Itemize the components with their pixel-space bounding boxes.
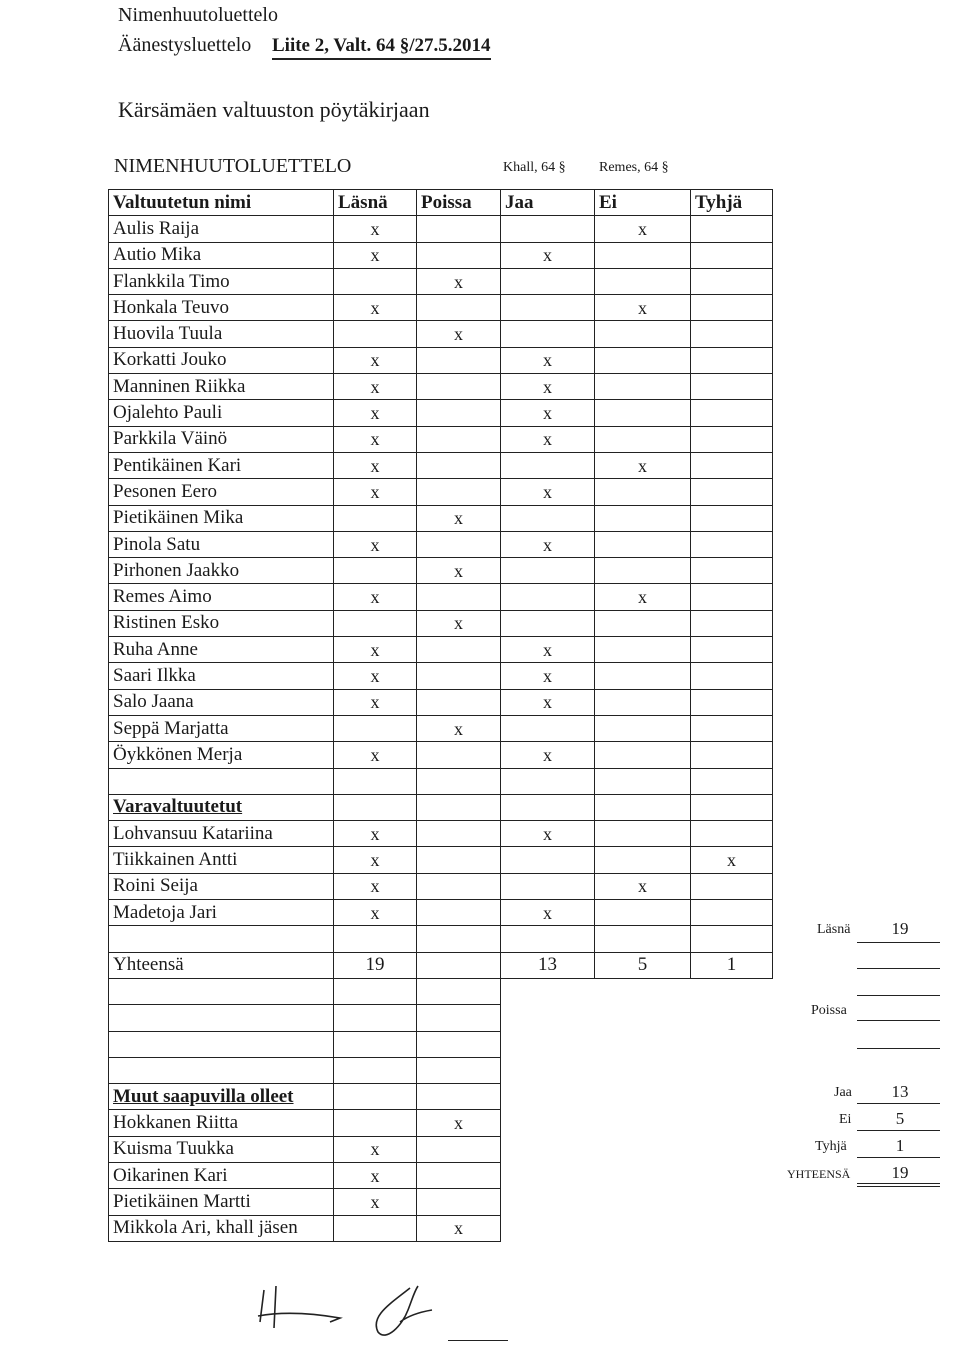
- mark-poissa: x: [417, 715, 501, 741]
- empty-cell: [501, 926, 595, 952]
- member-name: Manninen Riikka: [109, 374, 334, 400]
- mark-jaa: x: [501, 426, 595, 452]
- mark-poissa: x: [417, 321, 501, 347]
- table-header-row: [109, 190, 773, 216]
- mark-jaa: [501, 268, 595, 294]
- mark-jaa: [501, 584, 595, 610]
- column-header: Tyhjä: [691, 190, 773, 216]
- mark-jaa: x: [501, 374, 595, 400]
- mark-lasna: x: [334, 426, 417, 452]
- table-row: [109, 400, 773, 426]
- section-row: [109, 794, 773, 820]
- empty-cell: [595, 794, 691, 820]
- mark-jaa: [501, 715, 595, 741]
- table-row: [109, 479, 773, 505]
- spacer-row: [109, 926, 773, 952]
- mark-poissa: [417, 900, 501, 926]
- empty-cell: [417, 794, 501, 820]
- table-row: [109, 742, 773, 768]
- member-name: Flankkila Timo: [109, 268, 334, 294]
- mark-lasna: [334, 1110, 417, 1136]
- mark-lasna: [334, 1215, 417, 1241]
- mark-jaa: [501, 452, 595, 478]
- summary-line: [857, 1020, 940, 1021]
- mark-lasna: x: [334, 242, 417, 268]
- mark-ei: x: [595, 295, 691, 321]
- mark-poissa: [417, 821, 501, 847]
- totals-row: [109, 952, 773, 978]
- page-title: Kärsämäen valtuuston pöytäkirjaan: [118, 97, 430, 122]
- table-row: [109, 1215, 773, 1241]
- attendee-name: Hokkanen Riitta: [109, 1110, 334, 1136]
- empty-cell: [334, 794, 417, 820]
- table-row: [109, 268, 773, 294]
- mark-ei: [595, 374, 691, 400]
- table-row: [109, 347, 773, 373]
- mark-tyhja: [691, 347, 773, 373]
- mark-ei: x: [595, 584, 691, 610]
- attendee-name: Pietikäinen Martti: [109, 1189, 334, 1215]
- summary-present-label: Läsnä: [817, 922, 851, 937]
- mark-tyhja: [691, 268, 773, 294]
- summary-yes-label: Jaa: [834, 1085, 852, 1100]
- empty-cell: [417, 1084, 501, 1110]
- empty-cell: [417, 1005, 501, 1031]
- mark-ei: x: [595, 873, 691, 899]
- mark-lasna: x: [334, 347, 417, 373]
- member-name: Korkatti Jouko: [109, 347, 334, 373]
- mark-lasna: x: [334, 637, 417, 663]
- table-row: [109, 663, 773, 689]
- mark-ei: [595, 242, 691, 268]
- mark-tyhja: [691, 452, 773, 478]
- mark-jaa: x: [501, 637, 595, 663]
- summary-line: [857, 1186, 940, 1187]
- member-name: Seppä Marjatta: [109, 715, 334, 741]
- empty-cell: [691, 768, 773, 794]
- mark-ei: [595, 321, 691, 347]
- spacer-row: [109, 978, 773, 1004]
- mark-ei: [595, 821, 691, 847]
- empty-cell: [691, 926, 773, 952]
- mark-jaa: x: [501, 400, 595, 426]
- member-name: Ristinen Esko: [109, 610, 334, 636]
- mark-tyhja: [691, 321, 773, 347]
- mark-jaa: [501, 505, 595, 531]
- mark-tyhja: [691, 505, 773, 531]
- mark-poissa: [417, 873, 501, 899]
- member-name: Öykkönen Merja: [109, 742, 334, 768]
- mark-lasna: x: [334, 1136, 417, 1162]
- member-name: Pirhonen Jaakko: [109, 558, 334, 584]
- table-row: [109, 900, 773, 926]
- mark-jaa: x: [501, 689, 595, 715]
- empty-cell: [691, 794, 773, 820]
- summary-line: [857, 1183, 940, 1184]
- mark-poissa: x: [417, 268, 501, 294]
- empty-cell: [334, 1031, 417, 1057]
- deputy-name: Madetoja Jari: [109, 900, 334, 926]
- mark-jaa: [501, 558, 595, 584]
- mark-ei: [595, 426, 691, 452]
- spacer-row: [109, 1057, 773, 1083]
- table-row: [109, 295, 773, 321]
- table-row: [109, 505, 773, 531]
- mark-poissa: [417, 452, 501, 478]
- mark-tyhja: [691, 426, 773, 452]
- table-row: [109, 426, 773, 452]
- member-name: Honkala Teuvo: [109, 295, 334, 321]
- vote-note-remes: Remes, 64 §: [599, 160, 669, 175]
- mark-tyhja: [691, 873, 773, 899]
- mark-jaa: x: [501, 900, 595, 926]
- table-row: [109, 242, 773, 268]
- mark-poissa: [417, 400, 501, 426]
- mark-lasna: [334, 715, 417, 741]
- mark-poissa: [417, 1162, 501, 1188]
- table-row: [109, 1110, 773, 1136]
- column-header: Valtuutetun nimi: [109, 190, 334, 216]
- mark-tyhja: [691, 558, 773, 584]
- mark-jaa: x: [501, 742, 595, 768]
- deputy-name: Roini Seija: [109, 873, 334, 899]
- mark-jaa: [501, 873, 595, 899]
- mark-poissa: [417, 847, 501, 873]
- member-name: Salo Jaana: [109, 689, 334, 715]
- mark-ei: [595, 900, 691, 926]
- mark-poissa: x: [417, 610, 501, 636]
- mark-tyhja: [691, 242, 773, 268]
- mark-poissa: [417, 637, 501, 663]
- empty-cell: [109, 1057, 334, 1083]
- mark-ei: [595, 268, 691, 294]
- list-title: NIMENHUUTOLUETTELO: [114, 155, 352, 177]
- mark-jaa: x: [501, 347, 595, 373]
- table-row: [109, 610, 773, 636]
- mark-lasna: [334, 321, 417, 347]
- mark-lasna: x: [334, 216, 417, 242]
- deputy-name: Lohvansuu Katariina: [109, 821, 334, 847]
- mark-jaa: [501, 295, 595, 321]
- mark-poissa: [417, 1189, 501, 1215]
- mark-ei: [595, 531, 691, 557]
- summary-absent-label: Poissa: [811, 1003, 847, 1018]
- mark-poissa: [417, 295, 501, 321]
- summary-total-label: YHTEENSÄ: [787, 1167, 851, 1181]
- empty-cell: [501, 768, 595, 794]
- table-row: [109, 558, 773, 584]
- mark-poissa: [417, 426, 501, 452]
- mark-jaa: [501, 610, 595, 636]
- member-name: Aulis Raija: [109, 216, 334, 242]
- mark-ei: [595, 637, 691, 663]
- mark-jaa: x: [501, 663, 595, 689]
- empty-cell: [501, 794, 595, 820]
- mark-ei: x: [595, 452, 691, 478]
- mark-lasna: [334, 268, 417, 294]
- summary-blank-label: Tyhjä: [815, 1139, 847, 1154]
- mark-poissa: [417, 347, 501, 373]
- handwritten-signature: [250, 1282, 450, 1352]
- empty-cell: [417, 768, 501, 794]
- total-ei: 5: [595, 952, 691, 978]
- mark-lasna: [334, 505, 417, 531]
- member-name: Pietikäinen Mika: [109, 505, 334, 531]
- column-header: Läsnä: [334, 190, 417, 216]
- mark-poissa: [417, 584, 501, 610]
- member-name: Pesonen Eero: [109, 479, 334, 505]
- mark-jaa: [501, 321, 595, 347]
- mark-poissa: x: [417, 1110, 501, 1136]
- column-header: Poissa: [417, 190, 501, 216]
- mark-lasna: x: [334, 1162, 417, 1188]
- mark-jaa: x: [501, 479, 595, 505]
- summary-yes-value: 13: [891, 1082, 909, 1101]
- mark-lasna: [334, 610, 417, 636]
- empty-cell: [417, 926, 501, 952]
- mark-tyhja: [691, 531, 773, 557]
- empty-cell: [334, 926, 417, 952]
- mark-poissa: [417, 742, 501, 768]
- mark-ei: [595, 400, 691, 426]
- empty-cell: [334, 1005, 417, 1031]
- summary-line: [857, 942, 940, 943]
- mark-poissa: [417, 1136, 501, 1162]
- mark-lasna: x: [334, 295, 417, 321]
- mark-ei: [595, 715, 691, 741]
- table-row: [109, 452, 773, 478]
- section-heading-deputies: Varavaltuutetut: [109, 794, 334, 820]
- summary-line: [857, 995, 940, 996]
- mark-lasna: [334, 558, 417, 584]
- summary-blank-value: 1: [895, 1136, 905, 1155]
- mark-poissa: [417, 216, 501, 242]
- empty-cell: [109, 1005, 334, 1031]
- summary-line: [857, 968, 940, 969]
- mark-lasna: x: [334, 663, 417, 689]
- mark-jaa: x: [501, 531, 595, 557]
- section-heading-others: Muut saapuvilla olleet: [109, 1084, 334, 1110]
- empty-cell: [109, 978, 334, 1004]
- member-name: Pinola Satu: [109, 531, 334, 557]
- mark-jaa: [501, 847, 595, 873]
- table-row: [109, 637, 773, 663]
- table-row: [109, 1189, 773, 1215]
- mark-tyhja: [691, 689, 773, 715]
- mark-ei: [595, 610, 691, 636]
- summary-no-label: Ei: [839, 1112, 852, 1127]
- empty-cell: [334, 1084, 417, 1110]
- table-row: [109, 715, 773, 741]
- table-row: [109, 321, 773, 347]
- mark-ei: x: [595, 216, 691, 242]
- spacer-row: [109, 1031, 773, 1057]
- mark-lasna: x: [334, 689, 417, 715]
- mark-tyhja: [691, 400, 773, 426]
- spacer-row: [109, 768, 773, 794]
- summary-line: [857, 1103, 940, 1104]
- mark-lasna: x: [334, 1189, 417, 1215]
- summary-total-value: 19: [891, 1163, 909, 1182]
- mark-jaa: x: [501, 821, 595, 847]
- deputy-name: Tiikkainen Antti: [109, 847, 334, 873]
- member-name: Autio Mika: [109, 242, 334, 268]
- summary-no-value: 5: [895, 1109, 905, 1128]
- mark-ei: [595, 663, 691, 689]
- empty-cell: [595, 926, 691, 952]
- column-header: Jaa: [501, 190, 595, 216]
- member-name: Ojalehto Pauli: [109, 400, 334, 426]
- mark-tyhja: [691, 637, 773, 663]
- mark-lasna: x: [334, 374, 417, 400]
- mark-lasna: x: [334, 847, 417, 873]
- total-lasna: 19: [334, 952, 417, 978]
- mark-poissa: [417, 531, 501, 557]
- appendix-reference: Liite 2, Valt. 64 §/27.5.2014: [272, 35, 491, 60]
- attendee-name: Mikkola Ari, khall jäsen: [109, 1215, 334, 1241]
- mark-tyhja: [691, 374, 773, 400]
- mark-lasna: x: [334, 531, 417, 557]
- mark-tyhja: [691, 584, 773, 610]
- attendee-name: Oikarinen Kari: [109, 1162, 334, 1188]
- table-row: [109, 374, 773, 400]
- table-row: [109, 1162, 773, 1188]
- empty-cell: [417, 1031, 501, 1057]
- empty-cell: [417, 978, 501, 1004]
- empty-cell: [595, 768, 691, 794]
- signature-line: [448, 1340, 508, 1341]
- mark-poissa: [417, 479, 501, 505]
- empty-cell: [334, 768, 417, 794]
- mark-tyhja: [691, 715, 773, 741]
- table-row: [109, 821, 773, 847]
- member-name: Saari Ilkka: [109, 663, 334, 689]
- column-header: Ei: [595, 190, 691, 216]
- table-row: [109, 847, 773, 873]
- roll-call-table: [108, 189, 773, 1242]
- mark-tyhja: [691, 216, 773, 242]
- mark-lasna: x: [334, 873, 417, 899]
- mark-tyhja: x: [691, 847, 773, 873]
- mark-lasna: x: [334, 584, 417, 610]
- table-row: [109, 584, 773, 610]
- table-row: [109, 689, 773, 715]
- summary-line: [857, 1048, 940, 1049]
- member-name: Huovila Tuula: [109, 321, 334, 347]
- member-name: Pentikäinen Kari: [109, 452, 334, 478]
- mark-tyhja: [691, 742, 773, 768]
- summary-line: [857, 1130, 940, 1131]
- table-row: [109, 216, 773, 242]
- table-row: [109, 1136, 773, 1162]
- empty-cell: [334, 1057, 417, 1083]
- table-row: [109, 873, 773, 899]
- total-poissa: [417, 952, 501, 978]
- mark-poissa: [417, 689, 501, 715]
- mark-tyhja: [691, 900, 773, 926]
- member-name: Ruha Anne: [109, 637, 334, 663]
- member-name: Parkkila Väinö: [109, 426, 334, 452]
- mark-lasna: x: [334, 452, 417, 478]
- mark-ei: [595, 847, 691, 873]
- empty-cell: [109, 1031, 334, 1057]
- mark-jaa: x: [501, 242, 595, 268]
- mark-poissa: [417, 242, 501, 268]
- mark-poissa: x: [417, 1215, 501, 1241]
- mark-lasna: x: [334, 821, 417, 847]
- attendee-name: Kuisma Tuukka: [109, 1136, 334, 1162]
- mark-ei: [595, 558, 691, 584]
- voting-list-label: Äänestysluettelo: [118, 34, 252, 56]
- mark-lasna: x: [334, 400, 417, 426]
- empty-cell: [109, 768, 334, 794]
- mark-ei: [595, 505, 691, 531]
- empty-cell: [334, 978, 417, 1004]
- table-row: [109, 531, 773, 557]
- mark-tyhja: [691, 295, 773, 321]
- mark-lasna: x: [334, 479, 417, 505]
- section-row: [109, 1084, 773, 1110]
- mark-poissa: [417, 374, 501, 400]
- empty-cell: [109, 926, 334, 952]
- total-jaa: 13: [501, 952, 595, 978]
- member-name: Remes Aimo: [109, 584, 334, 610]
- mark-ei: [595, 689, 691, 715]
- summary-present-value: 19: [891, 919, 909, 938]
- total-tyhja: 1: [691, 952, 773, 978]
- summary-line: [857, 1157, 940, 1158]
- mark-poissa: x: [417, 505, 501, 531]
- mark-tyhja: [691, 821, 773, 847]
- mark-poissa: x: [417, 558, 501, 584]
- mark-tyhja: [691, 479, 773, 505]
- mark-ei: [595, 479, 691, 505]
- mark-jaa: [501, 216, 595, 242]
- mark-tyhja: [691, 610, 773, 636]
- mark-tyhja: [691, 663, 773, 689]
- mark-poissa: [417, 663, 501, 689]
- mark-lasna: x: [334, 900, 417, 926]
- totals-label: Yhteensä: [109, 952, 334, 978]
- spacer-row: [109, 1005, 773, 1031]
- mark-ei: [595, 742, 691, 768]
- mark-ei: [595, 347, 691, 373]
- document-type-label: Nimenhuutoluettelo: [118, 4, 278, 26]
- vote-note-khall: Khall, 64 §: [503, 160, 566, 175]
- empty-cell: [417, 1057, 501, 1083]
- mark-lasna: x: [334, 742, 417, 768]
